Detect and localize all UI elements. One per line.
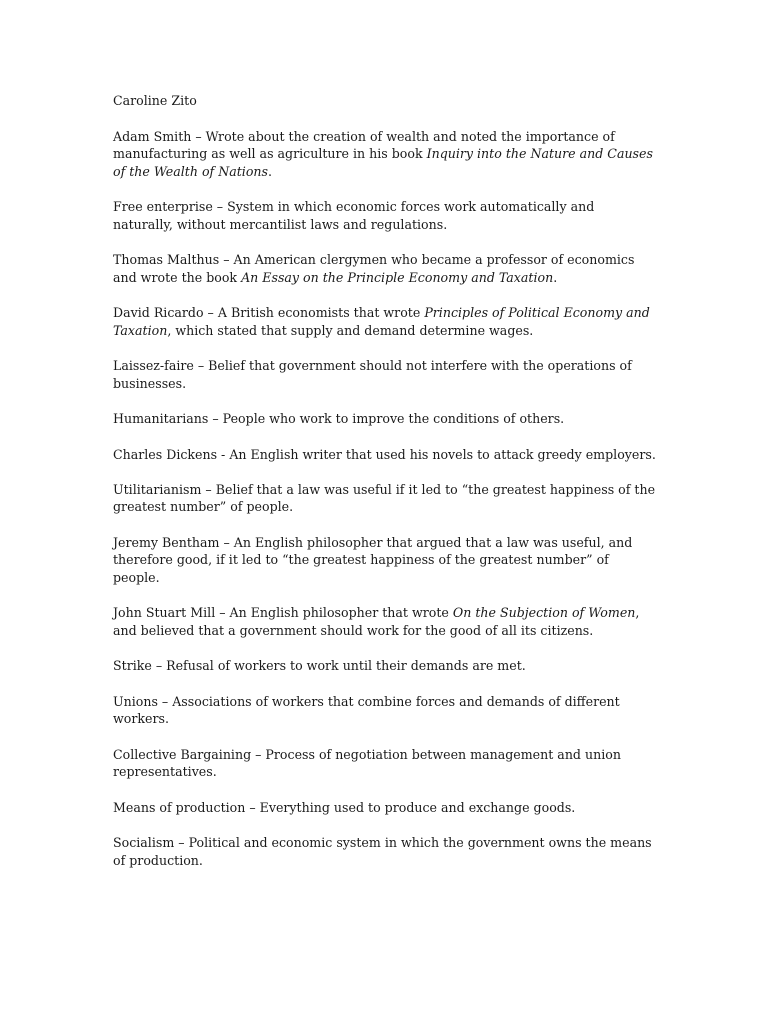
entry-humanitarians <box>113 410 658 428</box>
entry-david-ricardo <box>113 304 658 339</box>
entry-book-title: On the Subjection of Women <box>452 605 636 621</box>
entry-text: Adam Smith – Wrote about the creation of wealth and noted the importance of manufacturing as well as agriculture in his book <box>113 128 615 162</box>
entry-means-of-production <box>113 799 658 817</box>
entry-text: Jeremy Bentham – An English philosopher that argued that a law was useful, and therefore good, if it led to “the greatest happiness of the greatest number” of people. <box>113 534 633 586</box>
entry-text: Unions – Associations of workers that combine forces and demands of different workers. <box>113 693 620 727</box>
entry-text-end: , which stated that supply and demand determine wages. <box>167 322 534 338</box>
entry-text: Means of production – Everything used to produce and exchange goods. <box>113 799 576 815</box>
entry-socialism <box>113 834 658 869</box>
entry-strike <box>113 657 658 675</box>
entry-text: Strike – Refusal of workers to work until their demands are met. <box>113 658 526 674</box>
entry-unions <box>113 693 658 728</box>
author-name: Caroline Zito <box>113 93 197 108</box>
entry-adam-smith <box>113 128 658 181</box>
entry-text: Socialism – Political and economic system in which the government owns the means of production. <box>113 835 652 868</box>
entry-utilitarianism <box>113 481 658 516</box>
entry-text-end: . <box>553 269 558 285</box>
entry-book-title: An Essay on the Principle Economy and Taxation <box>241 269 554 285</box>
entry-john-stuart-mill <box>113 604 658 639</box>
entry-text: Collective Bargaining – Process of negotiation between management and union representatives. <box>113 746 621 780</box>
entry-book-title: Inquiry into the Nature and Causes of the Wealth of Nations <box>113 146 653 179</box>
entry-text: David Ricardo – A British economists that wrote <box>113 305 425 321</box>
entry-laissez-faire <box>113 357 658 392</box>
entry-book-title: Principles of Political Economy and Taxation <box>113 305 650 338</box>
entry-collective-bargaining <box>113 746 658 781</box>
entry-text: Charles Dickens - An English writer that used his novels to attack greedy employers. <box>113 446 656 462</box>
entry-text-end: . <box>267 163 272 179</box>
entry-text-end: , and believed that a government should work for the good of all its citizens. <box>113 605 640 639</box>
entry-text: Utilitarianism – Belief that a law was useful if it led to “the greatest happiness of the greatest number” of people. <box>113 481 656 515</box>
entry-free-enterprise <box>113 198 658 233</box>
entry-jeremy-bentham <box>113 534 658 587</box>
entry-text: Free enterprise – System in which economic forces work automatically and naturally, without mercantilist laws and regulations. <box>113 199 595 232</box>
document-body <box>113 92 658 887</box>
entry-text: Humanitarians – People who work to improve the conditions of others. <box>113 411 565 427</box>
entry-text: John Stuart Mill – An English philosopher that wrote <box>113 605 453 621</box>
entry-charles-dickens <box>113 446 658 464</box>
entry-text: Thomas Malthus – An American clergymen who became a professor of economics and wrote the book <box>113 252 635 285</box>
entry-text: Laissez-faire – Belief that government should not interfere with the operations of businesses. <box>113 358 632 391</box>
entry-thomas-malthus <box>113 251 658 286</box>
